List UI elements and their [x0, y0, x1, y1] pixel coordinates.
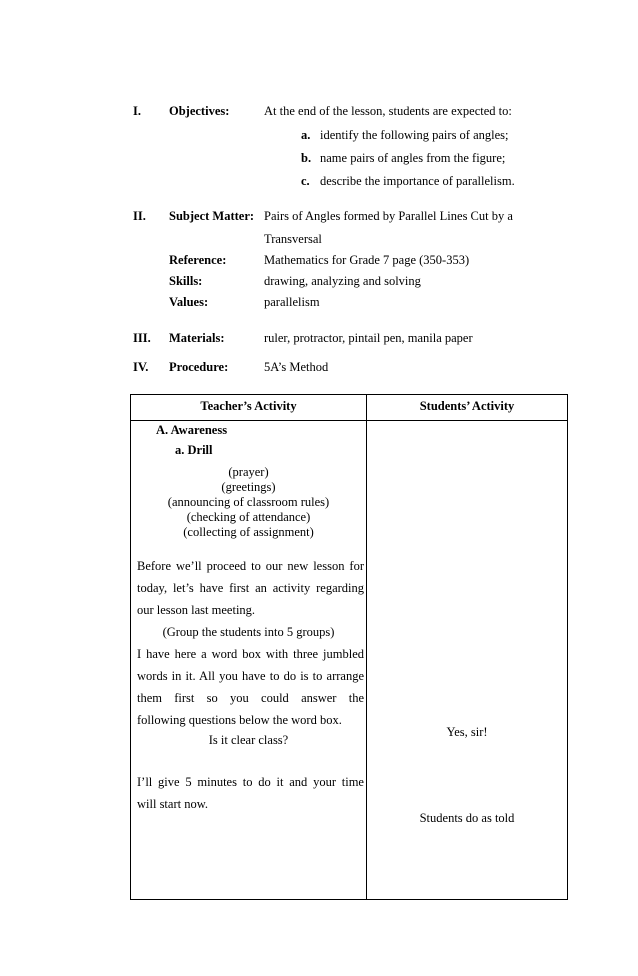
section-number-iv: IV. [133, 360, 149, 374]
routine-rules: (announcing of classroom rules) [167, 495, 330, 509]
student-reply-do-as-told: Students do as told [419, 811, 515, 825]
awareness-heading: A. Awareness [156, 423, 228, 437]
objective-b-letter: b. [301, 151, 312, 165]
para3-line2: will start now. [137, 797, 209, 811]
reference-label: Reference: [169, 253, 227, 267]
para2-line2: words in it. All you have to do is to arrange [137, 669, 364, 683]
objective-c-text: describe the importance of parallelism. [320, 174, 515, 188]
routine-greetings: (greetings) [221, 480, 276, 494]
students-activity-header: Students’ Activity [419, 399, 515, 413]
skills-value: drawing, analyzing and solving [264, 274, 421, 288]
objectives-label: Objectives: [169, 104, 230, 118]
subject-matter-line1: Pairs of Angles formed by Parallel Lines Cut by a [264, 209, 513, 223]
values-value: parallelism [264, 295, 320, 309]
para2-line3: them first so you could answer the [137, 691, 364, 705]
objective-a-letter: a. [301, 128, 311, 142]
student-reply-yes: Yes, sir! [446, 725, 488, 739]
subject-matter-line2: Transversal [264, 232, 322, 246]
para3-line1: I’ll give 5 minutes to do it and your time [137, 775, 364, 789]
materials-label: Materials: [169, 331, 225, 345]
values-label: Values: [169, 295, 209, 309]
table-header-divider [131, 420, 567, 421]
procedure-label: Procedure: [169, 360, 229, 374]
para2-line1: I have here a word box with three jumbled [137, 647, 364, 661]
procedure-value: 5A’s Method [264, 360, 329, 374]
routine-attendance: (checking of attendance) [186, 510, 311, 524]
objective-a-text: identify the following pairs of angles; [320, 128, 509, 142]
drill-heading: a. Drill [175, 443, 213, 457]
routine-assignment: (collecting of assignment) [183, 525, 314, 539]
skills-label: Skills: [169, 274, 203, 288]
section-number-iii: III. [133, 331, 151, 345]
para2-line4: following questions below the word box. [137, 713, 342, 727]
routine-prayer: (prayer) [228, 465, 269, 479]
group-instruction: (Group the students into 5 groups) [162, 625, 335, 639]
objective-c-letter: c. [301, 174, 310, 188]
section-number-ii: II. [133, 209, 146, 223]
para1-line3: our lesson last meeting. [137, 603, 256, 617]
para1-line1: Before we’ll proceed to our new lesson for [137, 559, 364, 573]
activity-table [130, 394, 568, 900]
clear-question: Is it clear class? [208, 733, 289, 747]
objectives-intro: At the end of the lesson, students are expected to: [264, 104, 512, 118]
para1-line2: today, let’s have first an activity regarding [137, 581, 364, 595]
teacher-activity-header: Teacher’s Activity [200, 399, 297, 413]
objective-b-text: name pairs of angles from the figure; [320, 151, 506, 165]
section-number-i: I. [133, 104, 141, 118]
subject-matter-label: Subject Matter: [169, 209, 255, 223]
reference-value: Mathematics for Grade 7 page (350-353) [264, 253, 470, 267]
materials-value: ruler, protractor, pintail pen, manila paper [264, 331, 473, 345]
